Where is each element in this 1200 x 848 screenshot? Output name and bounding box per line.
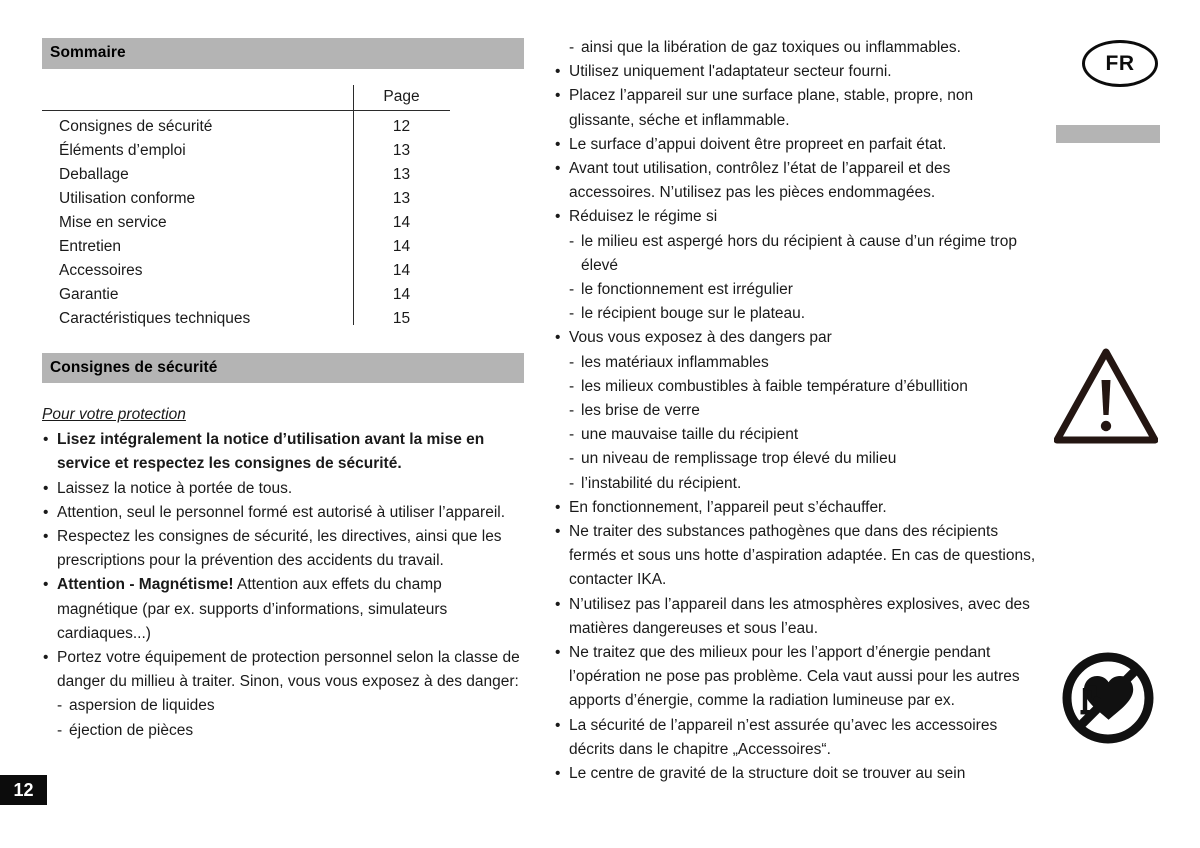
toc-row-page: 13 [392, 165, 411, 183]
toc-row[interactable] [42, 187, 450, 211]
safety-left-list [42, 428, 524, 743]
language-badge [1082, 40, 1158, 87]
toc-horizontal-rule [42, 110, 450, 111]
safety-item-text: Portez votre équipement de protection personnel selon la classe de danger du millieu à traiter. Sinon, vous vous exposez à des danger: [57, 649, 520, 691]
language-badge-label: FR [1105, 51, 1135, 75]
toc-header-row [42, 85, 450, 109]
safety-sub-item [554, 447, 1036, 471]
warning-triangle-icon [1054, 348, 1158, 444]
safety-item-text: Ne traitez que des milieux pour les l’apport d’énergie pendant l’opération ne pose pas problème. Cela vaut aussi pour les autres apports d’énergie, comme la radiation lumineuse par ex. [569, 644, 1020, 710]
safety-list-item [42, 646, 524, 694]
safety-list-item [554, 60, 1036, 84]
safety-item-text: Placez l’appareil sur une surface plane, stable, propre, non glissante, séche et inflammable. [569, 87, 974, 129]
toc-row-page: 14 [392, 285, 411, 303]
toc-row-page: 14 [392, 261, 411, 279]
safety-sub-item [554, 375, 1036, 399]
no-pacemaker-icon [1058, 648, 1158, 748]
safety-list-item [554, 496, 1036, 520]
safety-list-item [554, 84, 1036, 132]
toc-rows [42, 115, 450, 331]
toc-row-page: 14 [392, 237, 411, 255]
toc-row-title: Utilisation conforme [59, 189, 196, 207]
safety-list-item [554, 157, 1036, 205]
safety-item-text: Utilisez uniquement l'adaptateur secteur fourni. [569, 63, 892, 81]
toc-row-page: 14 [392, 213, 411, 231]
safety-item-text: les milieux combustibles à faible température d’ébullition [581, 377, 968, 395]
safety-list-item [554, 133, 1036, 157]
page-number-badge: 12 [0, 775, 47, 805]
safety-item-text: le récipient bouge sur le plateau. [581, 305, 806, 323]
toc-row-title: Éléments d’emploi [59, 141, 186, 159]
safety-item-text: Laissez la notice à portée de tous. [57, 479, 293, 497]
toc-row[interactable] [42, 163, 450, 187]
safety-item-text: ainsi que la libération de gaz toxiques ou inflammables. [581, 39, 961, 56]
safety-item-emphasis: Attention - Magnétisme! [57, 576, 234, 594]
safety-sub-item [554, 230, 1036, 278]
toc-header-title [42, 85, 353, 109]
safety-item-text: N’utilisez pas l’appareil dans les atmosphères explosives, avec des matières dangereuses et sous l’eau. [569, 595, 1030, 637]
safety-item-text: La sécurité de l’appareil n’est assurée qu’avec les accessoires décrits dans le chapitre „Accessoires“. [569, 716, 998, 758]
toc-row-title: Deballage [59, 165, 129, 183]
safety-list-item [42, 477, 524, 501]
toc-row[interactable] [42, 259, 450, 283]
toc-header-page: Page [383, 87, 420, 105]
safety-list-item [42, 525, 524, 573]
toc-heading: Sommaire [42, 38, 524, 69]
safety-item-text: Vous vous exposez à des dangers par [569, 329, 832, 347]
safety-item-text: Attention aux effets du champ magnétique (par ex. supports d’informations, simulateurs cardiaques...) [57, 576, 448, 642]
safety-right-list [554, 36, 1036, 786]
margin-column [1046, 0, 1200, 848]
safety-item-text: le milieu est aspergé hors du récipient à cause d’un régime trop élevé [581, 232, 1017, 274]
toc-row-page: 12 [392, 117, 411, 135]
safety-item-text: Ne traiter des substances pathogènes que dans des récipients fermés et sous uns hotte d’aspiration adaptée. En cas de questions, contacter IKA. [569, 523, 1036, 589]
safety-sub-item [554, 36, 1036, 60]
toc-row[interactable] [42, 283, 450, 307]
safety-item-text: une mauvaise taille du récipient [581, 426, 799, 444]
safety-sub-item [554, 351, 1036, 375]
safety-sub-item [42, 694, 524, 718]
safety-sub-item [42, 719, 524, 743]
toc-row[interactable] [42, 235, 450, 259]
toc-row-page: 13 [392, 141, 411, 159]
safety-list-item [554, 641, 1036, 714]
toc-row[interactable] [42, 139, 450, 163]
safety-item-text: Respectez les consignes de sécurité, les directives, ainsi que les prescriptions pour la prévention des accidents du travail. [57, 528, 502, 570]
safety-sub-item [554, 423, 1036, 447]
safety-item-text: les matériaux inflammables [581, 353, 769, 371]
safety-list-item [554, 714, 1036, 762]
safety-item-text: les brise de verre [581, 402, 700, 420]
toc-row-title: Consignes de sécurité [59, 117, 213, 135]
safety-list-item [42, 501, 524, 525]
safety-list-item [42, 573, 524, 646]
safety-item-text: aspersion de liquides [69, 697, 215, 715]
toc-row[interactable] [42, 307, 450, 331]
safety-item-text: éjection de pièces [69, 721, 194, 739]
safety-list-item [554, 593, 1036, 641]
safety-item-text: Attention, seul le personnel formé est autorisé à utiliser l’appareil. [57, 503, 506, 521]
right-column [554, 36, 1036, 786]
safety-item-text: Avant tout utilisation, contrôlez l’état de l’appareil et des accessoires. N’utilisez pas les pièces endommagées. [569, 160, 951, 202]
safety-item-text: Le surface d’appui doivent être propreet en parfait état. [569, 135, 947, 153]
toc-row[interactable] [42, 211, 450, 235]
safety-sub-item [554, 278, 1036, 302]
table-of-contents [42, 85, 450, 331]
safety-sub-item [554, 302, 1036, 326]
safety-item-text: un niveau de remplissage trop élevé du milieu [581, 450, 897, 468]
safety-list-item [554, 762, 1036, 786]
safety-list-item [554, 205, 1036, 229]
safety-sub-item [554, 472, 1036, 496]
left-column [42, 0, 524, 743]
safety-item-text: En fonctionnement, l’appareil peut s’échauffer. [569, 498, 887, 516]
safety-item-text: l’instabilité du récipient. [581, 474, 742, 492]
toc-row-title: Garantie [59, 285, 119, 303]
toc-row-page: 13 [392, 189, 411, 207]
safety-list-item [554, 520, 1036, 593]
safety-item-text: Réduisez le régime si [569, 208, 718, 226]
toc-row-title: Caractéristiques techniques [59, 309, 251, 327]
safety-item-text: Le centre de gravité de la structure doit se trouver au sein [569, 765, 966, 783]
toc-row-page: 15 [392, 309, 411, 327]
safety-heading: Consignes de sécurité [42, 353, 524, 384]
safety-subheading: Pour votre protection [42, 406, 186, 423]
safety-sub-item [554, 399, 1036, 423]
toc-row-title: Mise en service [59, 213, 167, 231]
toc-row[interactable] [42, 115, 450, 139]
safety-list-item [554, 326, 1036, 350]
margin-gray-tab [1056, 125, 1160, 143]
safety-item-emphasis: Lisez intégralement la notice d’utilisation avant la mise en service et respectez les consignes de sécurité. [57, 431, 485, 473]
toc-row-title: Entretien [59, 237, 122, 255]
safety-item-text: le fonctionnement est irrégulier [581, 281, 793, 299]
toc-row-title: Accessoires [59, 261, 143, 279]
toc-vertical-rule [353, 85, 354, 325]
safety-list-item [42, 428, 524, 476]
